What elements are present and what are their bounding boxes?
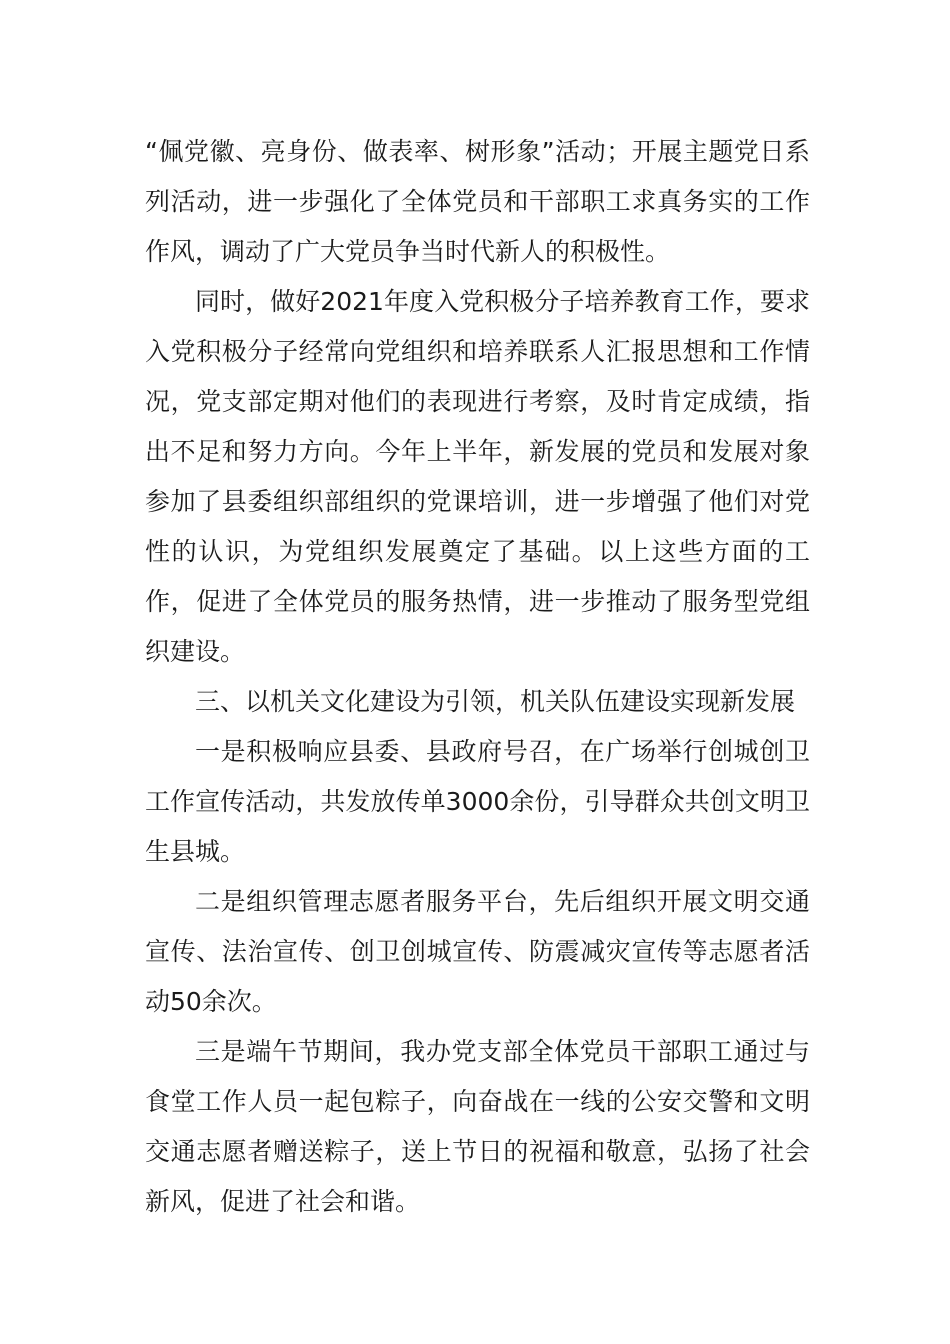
paragraph-activities: “佩党徽、亮身份、做表率、树形象”活动；开展主题党日系列活动，进一步强化了全体党员和干部职工求真务实的工作作风，调动了广大党员争当时代新人的积极性。 <box>145 137 810 266</box>
document-body <box>145 127 810 1227</box>
paragraph-item-1: 一是积极响应县委、县政府号召，在广场举行创城创卫工作宣传活动，共发放传单3000余份，引导群众共创文明卫生县城。 <box>145 737 810 866</box>
paragraph-item-3: 三是端午节期间，我办党支部全体党员干部职工通过与食堂工作人员一起包粽子，向奋战在一线的公安交警和文明交通志愿者赠送粽子，送上节日的祝福和敬意，弘扬了社会新风，促进了社会和谐。 <box>145 1037 810 1216</box>
paragraph-item-2: 二是组织管理志愿者服务平台，先后组织开展文明交通宣传、法治宣传、创卫创城宣传、防震减灾宣传等志愿者活动50余次。 <box>145 887 810 1016</box>
paragraph-activist-training: 同时，做好2021年度入党积极分子培养教育工作，要求入党积极分子经常向党组织和培养联系人汇报思想和工作情况，党支部定期对他们的表现进行考察，及时肯定成绩，指出不足和努力方向。今年上半年，新发展的党员和发展对象参加了县委组织部组织的党课培训，进一步增强了他们对党性的认识，为党组织发展奠定了基础。以上这些方面的工作，促进了全体党员的服务热情，进一步推动了服务型党组织建设。 <box>145 287 810 666</box>
section-heading-3: 三、以机关文化建设为引领，机关队伍建设实现新发展 <box>195 687 796 716</box>
